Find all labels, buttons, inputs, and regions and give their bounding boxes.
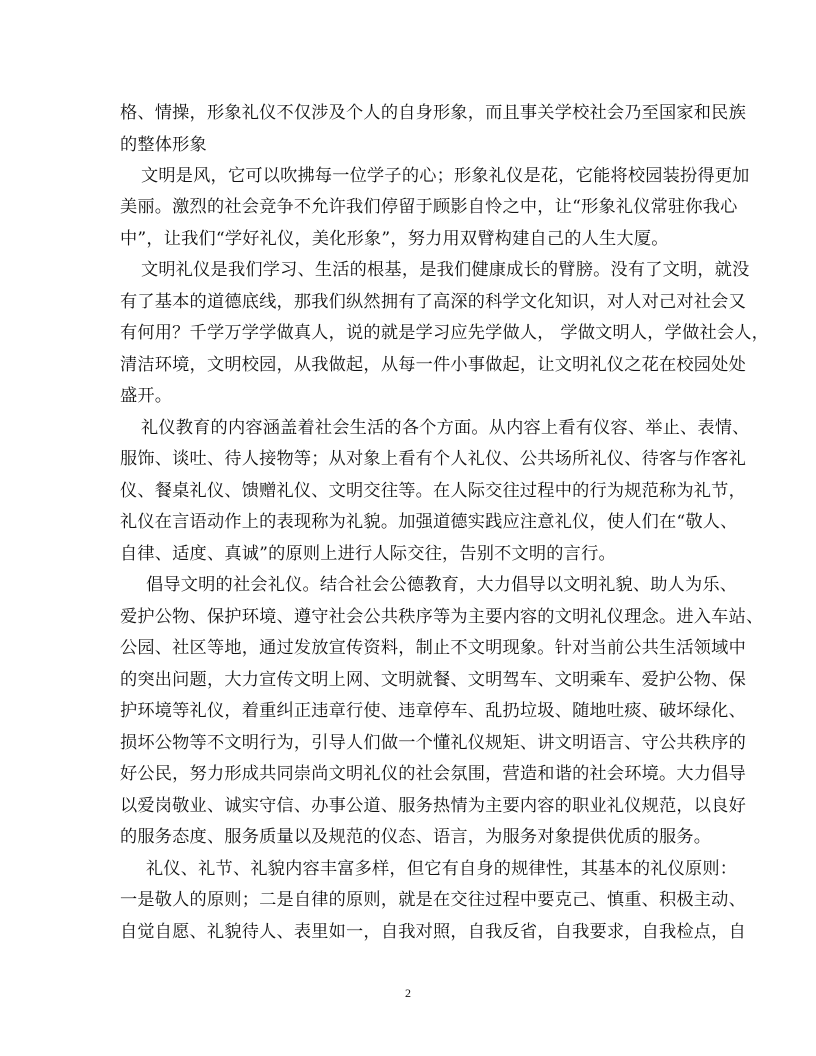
paragraph-line: 有了基本的道德底线，那我们纵然拥有了高深的科学文化知识，对人对己对社会又 bbox=[120, 292, 746, 312]
paragraph-line: 损坏公物等不文明行为，引导人们做一个懂礼仪规矩、讲文明语言、守公共秩序的 bbox=[120, 733, 746, 753]
paragraph-line: 的突出问题，大力宣传文明上网、文明就餐、文明驾车、文明乘车、爱护公物、保 bbox=[120, 670, 746, 690]
paragraph-line: 格、情操，形象礼仪不仅涉及个人的自身形象，而且事关学校社会乃至国家和民族 bbox=[120, 103, 746, 123]
paragraph-line: 中”，让我们“学好礼仪，美化形象”，努力用双臂构建自己的人生大厦。 bbox=[120, 229, 669, 249]
paragraph-line: 公园、社区等地，通过发放宣传资料，制止不文明现象。针对当前公共生活领域中 bbox=[120, 638, 746, 658]
paragraph-line: 以爱岗敬业、诚实守信、办事公道、服务热情为主要内容的职业礼仪规范，以良好 bbox=[120, 796, 746, 816]
paragraph-line: 文明是风，它可以吹拂每一位学子的心；形象礼仪是花，它能将校园装扮得更加 bbox=[141, 166, 750, 186]
paragraph-line: 有何用？千学万学学做真人，说的就是学习应先学做人， 学做文明人，学做社会人， bbox=[120, 323, 770, 343]
paragraph-line: 倡导文明的社会礼仪。结合社会公德教育，大力倡导以文明礼貌、助人为乐、 bbox=[146, 575, 738, 595]
paragraph-line: 好公民，努力形成共同崇尚文明礼仪的社会氛围，营造和谐的社会环境。大力倡导 bbox=[120, 764, 746, 784]
paragraph-line: 美丽。激烈的社会竞争不允许我们停留于顾影自怜之中，让“形象礼仪常驻你我心 bbox=[120, 197, 738, 217]
paragraph-line: 服饰、谈吐、待人接物等；从对象上看有个人礼仪、公共场所礼仪、待客与作客礼 bbox=[120, 449, 746, 469]
paragraph-line: 的整体形象 bbox=[120, 135, 207, 155]
paragraph-line: 礼仪在言语动作上的表现称为礼貌。加强道德实践应注意礼仪，使人们在“敬人、 bbox=[120, 512, 738, 532]
paragraph-line: 文明礼仪是我们学习、生活的根基，是我们健康成长的臂膀。没有了文明，就没 bbox=[141, 260, 750, 280]
paragraph-line: 礼仪教育的内容涵盖着社会生活的各个方面。从内容上看有仪容、举止、表情、 bbox=[141, 418, 750, 438]
paragraph-line: 爱护公物、保护环境、遵守社会公共秩序等为主要内容的文明礼仪理念。进入车站、 bbox=[120, 607, 764, 627]
paragraph-line: 护环境等礼仪，着重纠正违章行使、违章停车、乱扔垃圾、随地吐痰、破坏绿化、 bbox=[120, 701, 746, 721]
paragraph-line: 盛开。 bbox=[120, 386, 173, 406]
paragraph-line: 清洁环境，文明校园，从我做起，从每一件小事做起，让文明礼仪之花在校园处处 bbox=[120, 355, 746, 375]
paragraph-line: 自律、适度、真诚”的原则上进行人际交往，告别不文明的言行。 bbox=[120, 544, 616, 564]
paragraph-line: 一是敬人的原则；二是自律的原则，就是在交往过程中要克己、慎重、积极主动、 bbox=[120, 890, 746, 910]
paragraph-line: 自觉自愿、礼貌待人、表里如一，自我对照，自我反省，自我要求，自我检点，自 bbox=[120, 922, 746, 942]
page-number: 2 bbox=[405, 986, 411, 1000]
paragraph-line: 的服务态度、服务质量以及规范的仪态、语言，为服务对象提供优质的服务。 bbox=[120, 827, 712, 847]
paragraph-line: 仪、餐桌礼仪、馈赠礼仪、文明交往等。在人际交往过程中的行为规范称为礼节， bbox=[120, 481, 746, 501]
paragraph-line: 礼仪、礼节、礼貌内容丰富多样，但它有自身的规律性，其基本的礼仪原则： bbox=[146, 859, 738, 879]
